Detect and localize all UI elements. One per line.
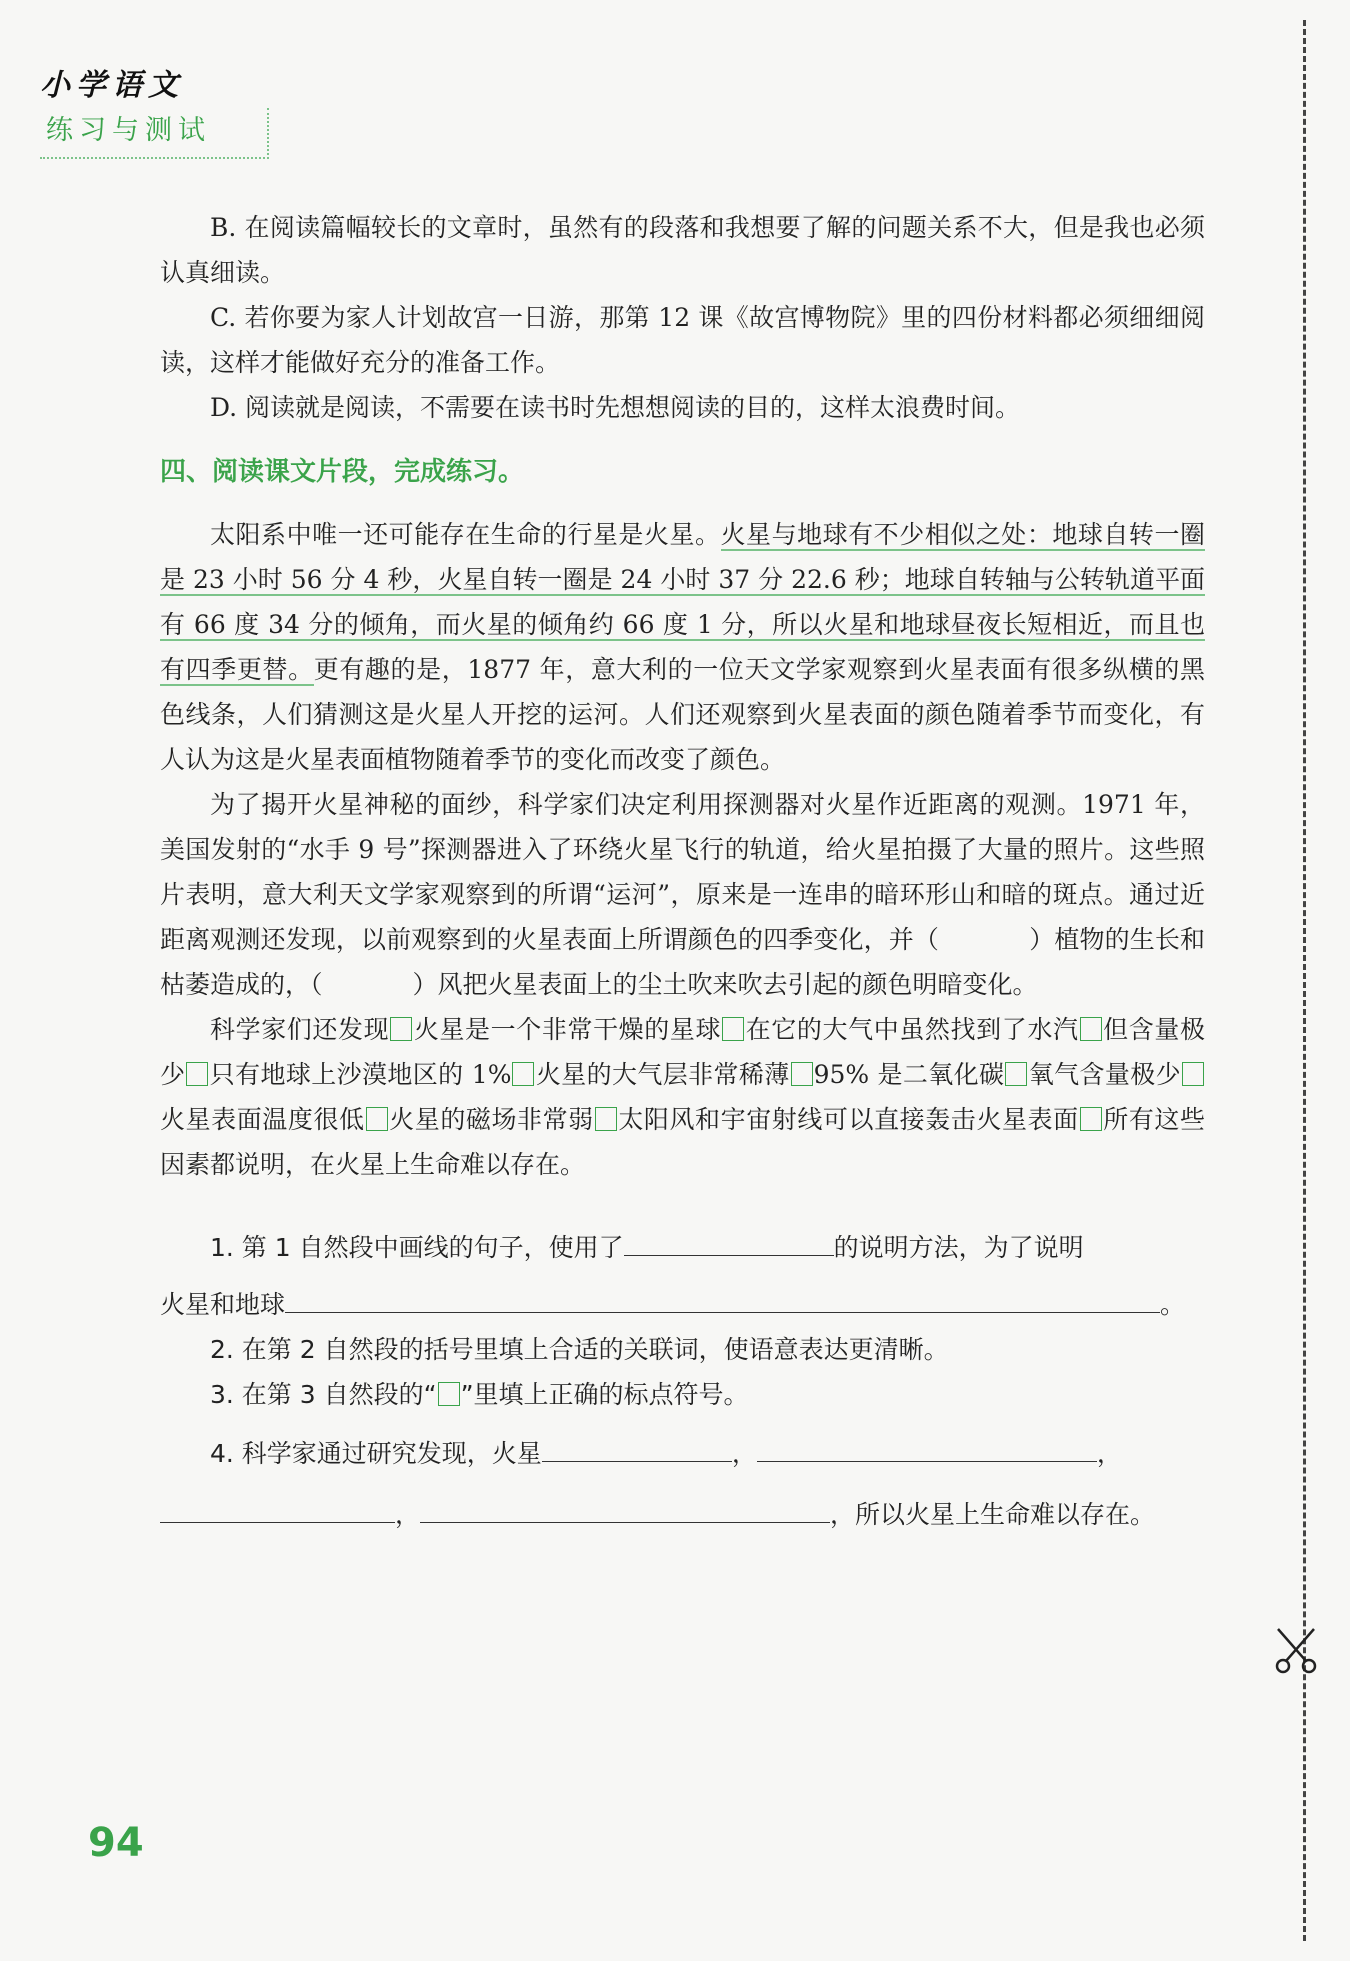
punct-box[interactable] xyxy=(722,1017,744,1041)
q1-text: 。 xyxy=(1160,1290,1186,1319)
punct-box[interactable] xyxy=(1182,1062,1204,1086)
answer-blank-q4-1[interactable] xyxy=(542,1435,732,1462)
scissors-icon xyxy=(1270,1625,1322,1675)
question-4-cont xyxy=(160,1492,1205,1537)
p3-seg: 火星是一个非常干燥的星球 xyxy=(413,1015,722,1044)
question-1-cont xyxy=(160,1282,1205,1327)
punct-box[interactable] xyxy=(366,1107,388,1131)
answer-blank-q1-purpose[interactable] xyxy=(285,1286,1160,1313)
question-2: 2. 在第 2 自然段的括号里填上合适的关联词，使语意表达更清晰。 xyxy=(210,1335,949,1364)
passage-paragraph-3 xyxy=(160,1007,1205,1187)
punct-box[interactable] xyxy=(1005,1062,1027,1086)
p2-start: 为了揭开火星神秘的面纱，科学家们决定利用探测器对火星作近距离的观测。1971 年，美国发射的“水手 9 号”探测器进入了环绕火星飞行的轨道，给火星拍摄了大量的照片。这些照片表明，意大利天文学家观察到的所谓“运河”，原来是一连串的暗环形山和暗的斑点。通过近距离观测还发现，以前观察到的火星表面上所谓颜色的四季变化，并（ xyxy=(160,790,1205,954)
punct-box[interactable] xyxy=(595,1107,617,1131)
q1-text: 1. 第 1 自然段中画线的句子，使用了 xyxy=(210,1233,624,1262)
punct-box[interactable] xyxy=(186,1062,208,1086)
passage-paragraph-2 xyxy=(160,782,1205,1007)
q4-text: 4. 科学家通过研究发现，火星 xyxy=(210,1439,542,1468)
page-content xyxy=(160,205,1205,1537)
punct-box[interactable] xyxy=(1080,1017,1102,1041)
section-title: 四、阅读课文片段，完成练习。 xyxy=(160,457,525,487)
p3-seg: 氧气含量极少 xyxy=(1028,1060,1181,1089)
p1-rest: 更有趣的是，1877 年，意大利的一位天文学家观察到火星表面有很多纵横的黑色线条，人们猜测这是火星人开挖的运河。人们还观察到火星表面的颜色随着季节而变化，有人认为这是火星表面植物随着季节的变化而改变了颜色。 xyxy=(160,655,1205,774)
p1-start: 太阳系中唯一还可能存在生命的行星是火星。 xyxy=(210,520,721,549)
q1-text: 火星和地球 xyxy=(160,1290,286,1319)
punct-box[interactable] xyxy=(1080,1107,1102,1131)
p2-end: ）风把火星表面上的尘土吹来吹去引起的颜色明暗变化。 xyxy=(412,970,1038,999)
p3-seg: 只有地球上沙漠地区的 1% xyxy=(209,1060,512,1089)
brand-subtitle: 练习与测试 xyxy=(40,108,269,159)
p2-mid: ）植物的生长和枯萎造成的，（ xyxy=(160,925,1205,999)
brand-title: 小学语文 xyxy=(40,68,184,103)
answer-blank-q4-3[interactable] xyxy=(160,1496,395,1523)
answer-blank-q4-2[interactable] xyxy=(757,1435,1097,1462)
answer-blank-q4-4[interactable] xyxy=(420,1496,830,1523)
option-d: D. 阅读就是阅读，不需要在读书时先想想阅读的目的，这样太浪费时间。 xyxy=(210,393,1021,422)
question-4 xyxy=(160,1431,1205,1476)
answer-blank-q1-method[interactable] xyxy=(624,1229,834,1256)
question-3 xyxy=(160,1372,1205,1417)
q4-text: ， xyxy=(731,1439,757,1468)
punct-box[interactable] xyxy=(390,1017,412,1041)
q4-text: ， xyxy=(395,1500,421,1529)
q4-text: ， xyxy=(1096,1439,1122,1468)
p3-seg: 在它的大气中虽然找到了水汽 xyxy=(745,1015,1079,1044)
page-number: 94 xyxy=(88,1820,144,1866)
punct-box[interactable] xyxy=(512,1062,534,1086)
q3-text: 3. 在第 3 自然段的“ xyxy=(210,1380,437,1409)
p3-seg: 但含量极少 xyxy=(160,1015,1205,1089)
q4-text: ，所以火星上生命难以存在。 xyxy=(830,1500,1156,1529)
q3-text: ”里填上正确的标点符号。 xyxy=(460,1380,749,1409)
p3-seg: 太阳风和宇宙射线可以直接轰击火星表面 xyxy=(617,1105,1079,1134)
option-c: C. 若你要为家人计划故宫一日游，那第 12 课《故宫博物院》里的四份材料都必须细细阅读，这样才能做好充分的准备工作。 xyxy=(160,303,1205,377)
punct-box[interactable] xyxy=(791,1062,813,1086)
p3-seg: 火星的大气层非常稀薄 xyxy=(535,1060,790,1089)
underlined-sentence: 火星与地球有不少相似之处：地球自转一圈是 23 小时 56 分 4 秒，火星自转一圈是 24 小时 37 分 22.6 秒；地球自转轴与公转轨道平面有 66 度 34 分的倾角，而火星的倾角约 66 度 1 分，所以火星和地球昼夜长短相近，而且也有四季更替。 xyxy=(160,520,1205,684)
question-1 xyxy=(160,1225,1205,1270)
book-header xyxy=(40,60,269,159)
p3-seg: 科学家们还发现 xyxy=(210,1015,390,1044)
passage-paragraph-1 xyxy=(160,512,1205,782)
p3-seg: 所有这些因素都说明，在火星上生命难以存在。 xyxy=(160,1105,1205,1179)
p3-seg: 火星的磁场非常弱 xyxy=(388,1105,594,1134)
p3-seg: 95% 是二氧化碳 xyxy=(813,1060,1005,1089)
q1-text: 的说明方法，为了说明 xyxy=(833,1233,1084,1262)
punct-box-example xyxy=(438,1382,460,1406)
p3-seg: 火星表面温度很低 xyxy=(160,1105,365,1134)
option-b: B. 在阅读篇幅较长的文章时，虽然有的段落和我想要了解的问题关系不大，但是我也必须认真细读。 xyxy=(160,213,1205,287)
